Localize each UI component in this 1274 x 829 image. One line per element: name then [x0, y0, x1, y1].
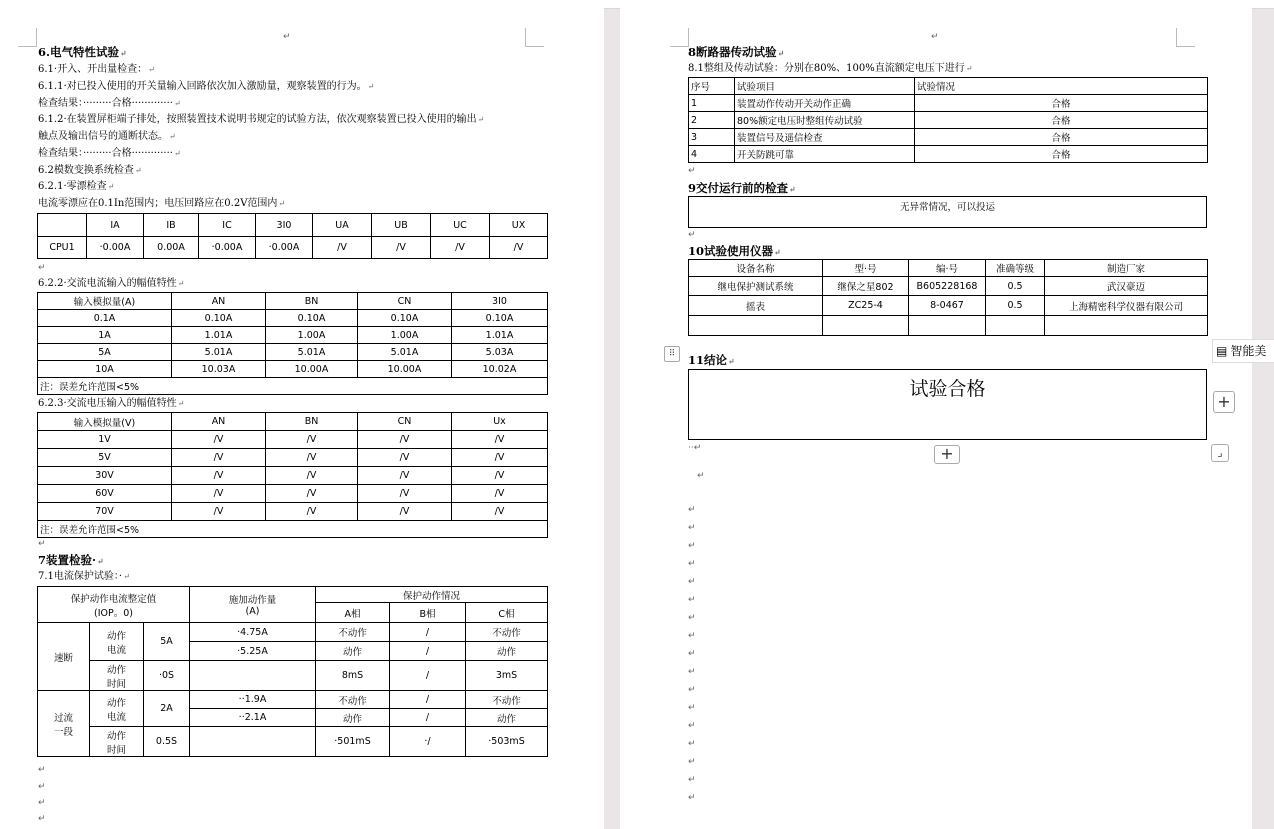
table-cell: / — [390, 661, 466, 691]
table-row — [689, 316, 1208, 336]
paragraph-mark: ↵ — [38, 539, 46, 549]
table-row — [689, 296, 1208, 316]
table-header: BN — [266, 293, 358, 310]
table-cell: 1V — [38, 431, 172, 449]
table-row — [38, 467, 548, 485]
table-cell: /V — [431, 237, 490, 259]
table-cell: / — [390, 691, 466, 709]
table-header: UB — [372, 214, 431, 237]
table-cell: 0.00A — [144, 237, 199, 259]
table-cell: 动作 — [316, 642, 390, 661]
table-cell: 10A — [38, 361, 172, 378]
paragraph-mark: ↵ — [688, 166, 696, 176]
table-resize-icon[interactable]: ⌟ — [1211, 444, 1229, 462]
paragraph-mark: ↵ — [688, 505, 696, 515]
table-cell: 武汉豪迈 — [1045, 277, 1208, 296]
setting-value: 2A — [144, 691, 190, 727]
smart-tool-icon: ▤ — [1216, 344, 1228, 358]
table-cell: /V — [313, 237, 372, 259]
header-setting — [38, 587, 190, 623]
margin-corner-mark — [525, 28, 544, 47]
label-line: 时间 — [106, 678, 126, 690]
table-cell: 继电保护测试系统 — [689, 277, 823, 296]
table-cell: 30V — [38, 467, 172, 485]
table-cell: 合格 — [915, 112, 1208, 129]
paragraph-mark: ··↵ — [688, 443, 702, 453]
group-instant: 速断 — [38, 623, 90, 691]
table-cell: 动作 — [466, 709, 548, 727]
table-cell: /V — [358, 485, 452, 503]
text-line: 8.1整组及传动试验：分别在80%、100%直流额定电压下进行 ↵ — [688, 63, 972, 75]
table-header: 输入模拟量(A) — [38, 293, 172, 310]
label-line: 时间 — [106, 744, 126, 756]
table-cell: ·501mS — [316, 727, 390, 757]
paragraph-mark: ↵ — [688, 739, 696, 749]
table-cell — [689, 197, 1207, 228]
table-cell: 5V — [38, 449, 172, 467]
paragraph-mark: ↵ — [38, 782, 46, 792]
paragraph-mark: ↵ — [688, 541, 696, 551]
table-cell: 合格 — [915, 146, 1208, 163]
table-header: UX — [490, 214, 548, 237]
table-row — [38, 485, 548, 503]
text-line: 7.1电流保护试验：· ↵ — [38, 571, 130, 583]
table-cell: ·0.00A — [256, 237, 313, 259]
table-row — [38, 361, 548, 378]
table-cell: 继保之星802 — [823, 277, 909, 296]
header-setting-line2: (IOP。0) — [94, 607, 133, 619]
table-cell: 10.02A — [452, 361, 548, 378]
paragraph-mark: ↵ — [38, 814, 46, 824]
table-header: 试验情况 — [915, 78, 1208, 95]
table-cell: /V — [372, 237, 431, 259]
text-line: 6.2.1·零漂检查 ↵ — [38, 181, 114, 193]
table-row — [689, 146, 1208, 163]
table-cell: 5A — [38, 344, 172, 361]
table-header: 制造厂家 — [1045, 260, 1208, 277]
setting-value: 5A — [144, 623, 190, 661]
table-cell: 60V — [38, 485, 172, 503]
text-line: 6.1.1·对已投入使用的开关量输入回路依次加入激励量，观察装置的行为。 ↵ — [38, 81, 374, 93]
table-cell: /V — [266, 503, 358, 521]
table-cell: 5.01A — [266, 344, 358, 361]
table-cell: /V — [490, 237, 548, 259]
text-line: 6.1·开入、开出量检查： ↵ — [38, 64, 155, 76]
paragraph-mark: ↵ — [688, 230, 696, 240]
table-header: 试验项目 — [735, 78, 915, 95]
table-cell — [1045, 316, 1208, 336]
table-move-handle-icon[interactable]: ⠿ — [664, 346, 680, 362]
table-cell: /V — [452, 431, 548, 449]
table-row — [38, 431, 548, 449]
paragraph-mark: ↵ — [688, 703, 696, 713]
label-line: 过流 — [53, 712, 73, 724]
table-cell: /V — [172, 485, 266, 503]
table-header: 型·号 — [823, 260, 909, 277]
table-cell: 不动作 — [316, 691, 390, 709]
table-cell: /V — [452, 449, 548, 467]
table-row — [689, 129, 1208, 146]
table-note-row — [38, 521, 548, 538]
header-phase-a: A相 — [316, 603, 390, 623]
paragraph-mark: ↵ — [283, 32, 291, 42]
add-column-button[interactable]: + — [1213, 391, 1235, 413]
section-9-title: 9交付运行前的检查 ↵ — [688, 182, 796, 195]
table-cell: 10.00A — [358, 361, 452, 378]
table-row — [38, 691, 548, 709]
table-cell — [689, 316, 823, 336]
paragraph-mark: ↵ — [688, 577, 696, 587]
label-action-current — [90, 623, 144, 661]
label-line: 动作 — [106, 630, 126, 642]
table-cell: /V — [172, 503, 266, 521]
table-cell: /V — [452, 467, 548, 485]
label-line: 动作 — [106, 697, 126, 709]
table-row — [38, 237, 548, 259]
zero-drift-table — [37, 213, 548, 259]
table-header: 设备名称 — [689, 260, 823, 277]
table-cell: ZC25-4 — [823, 296, 909, 316]
table-cell: B605228168 — [909, 277, 986, 296]
table-cell: 不动作 — [316, 623, 390, 642]
label-line: 动作 — [106, 730, 126, 742]
margin-corner-mark — [18, 28, 37, 47]
table-header: BN — [266, 413, 358, 431]
table-cell: 1 — [689, 95, 735, 112]
table-cell: CPU1 — [38, 237, 87, 259]
table-cell: 上海精密科学仪器有限公司 — [1045, 296, 1208, 316]
table-cell: 0.10A — [452, 310, 548, 327]
table-cell: /V — [358, 449, 452, 467]
paragraph-mark: ↵ — [688, 793, 696, 803]
check-result: 检查结果：·········合格············· ↵ — [38, 148, 181, 160]
table-cell: /V — [358, 503, 452, 521]
table-row — [38, 344, 548, 361]
table-cell: ·/ — [390, 727, 466, 757]
table-row — [689, 95, 1208, 112]
table-row — [38, 327, 548, 344]
label-action-time — [90, 727, 144, 757]
table-cell: 1.01A — [452, 327, 548, 344]
table-cell: 8mS — [316, 661, 390, 691]
table-header-row — [38, 214, 548, 237]
table-cell: ·5.25A — [190, 642, 316, 661]
table-note: 注：误差允许范围<5% — [38, 378, 548, 395]
header-status: 保护动作情况 — [316, 587, 548, 603]
table-cell: 1A — [38, 327, 172, 344]
text-line: 电流零漂应在0.1In范围内；电压回路应在0.2V范围内 ↵ — [38, 198, 285, 210]
conclusion-text: 试验合格 — [909, 378, 986, 400]
table-header: CN — [358, 293, 452, 310]
paragraph-mark: ↵ — [38, 765, 46, 775]
smart-beautify-tool[interactable] — [1212, 339, 1274, 363]
text-line: 6.1.2·在装置屏柜端子排处，按照装置技术说明书规定的试验方法，依次观察装置已投入使用的输出 ↵ — [38, 114, 484, 126]
table-header: UA — [313, 214, 372, 237]
table-cell: 1.00A — [266, 327, 358, 344]
table-cell: 3mS — [466, 661, 548, 691]
text-line: 6.2模数变换系统检查 ↵ — [38, 165, 142, 177]
table-cell: 动作 — [316, 709, 390, 727]
text-line: 6.2.2·交流电流输入的幅值特性 ↵ — [38, 278, 184, 290]
table-cell: 装置信号及遥信检查 — [735, 129, 915, 146]
table-cell: 1.01A — [172, 327, 266, 344]
setting-value: ·0S — [144, 661, 190, 691]
table-header: AN — [172, 293, 266, 310]
table-cell: /V — [266, 449, 358, 467]
table-cell — [986, 316, 1045, 336]
table-cell: /V — [358, 431, 452, 449]
table-cell: 5.03A — [452, 344, 548, 361]
section-6-title: 6.电气特性试验 ↵ — [38, 46, 127, 59]
table-row — [689, 112, 1208, 129]
header-applied-line1: 施加动作量 — [228, 595, 277, 606]
table-cell: 1.00A — [358, 327, 452, 344]
paragraph-mark: ↵ — [688, 523, 696, 533]
table-header: ⅠC — [199, 214, 256, 237]
table-header: ⅠB — [144, 214, 199, 237]
table-header: 编·号 — [909, 260, 986, 277]
table-header: 3I0 — [256, 214, 313, 237]
table-cell: 0.10A — [172, 310, 266, 327]
header-applied-line2: (A) — [245, 606, 260, 617]
paragraph-mark: ↵ — [38, 263, 46, 273]
table-cell: 10.03A — [172, 361, 266, 378]
table-header-row — [689, 260, 1208, 277]
add-row-button[interactable]: + — [934, 445, 960, 464]
paragraph-mark: ↵ — [688, 649, 696, 659]
check-result: 检查结果：·········合格············· ↵ — [38, 98, 181, 110]
paragraph-mark: ↵ — [688, 721, 696, 731]
current-protection-table — [37, 586, 548, 757]
setting-value: 0.5S — [144, 727, 190, 757]
table-cell: / — [390, 709, 466, 727]
table-row — [689, 277, 1208, 296]
table-cell: ··1.9A — [190, 691, 316, 709]
check-result-text: 无异常情况，可以投运 — [899, 202, 995, 213]
document-page-right — [620, 0, 1252, 829]
section-11-title: 11结论 ↵ — [688, 354, 735, 367]
pre-delivery-table — [688, 196, 1207, 228]
table-header: 序号 — [689, 78, 735, 95]
header-applied — [190, 587, 316, 623]
table-cell: /V — [266, 431, 358, 449]
table-header-row — [689, 78, 1208, 95]
table-header-row — [38, 293, 548, 310]
table-note: 注：误差允许范围<5% — [38, 521, 548, 538]
table-cell: 5.01A — [358, 344, 452, 361]
table-cell — [823, 316, 909, 336]
conclusion-table — [688, 369, 1207, 440]
table-row — [38, 449, 548, 467]
table-cell: ·4.75A — [190, 623, 316, 642]
table-header: 准确等级 — [986, 260, 1045, 277]
text-line: 触点及输出信号的通断状态。 ↵ — [38, 131, 176, 143]
label-line: 一段 — [53, 726, 73, 738]
table-cell: 不动作 — [466, 691, 548, 709]
table-cell: 80%额定电压时整组传动试验 — [735, 112, 915, 129]
table-row — [38, 310, 548, 327]
table-cell: /V — [172, 449, 266, 467]
table-cell: 0.5 — [986, 277, 1045, 296]
table-cell — [909, 316, 986, 336]
table-cell: 0.5 — [986, 296, 1045, 316]
table-cell: 摇表 — [689, 296, 823, 316]
paragraph-mark: ↵ — [688, 757, 696, 767]
table-cell: ··2.1A — [190, 709, 316, 727]
table-header: CN — [358, 413, 452, 431]
table-cell: / — [390, 642, 466, 661]
table-cell: 10.00A — [266, 361, 358, 378]
table-cell: /V — [452, 503, 548, 521]
paragraph-mark: ↵ — [38, 798, 46, 808]
table-cell: /V — [266, 467, 358, 485]
section-8-title: 8断路器传动试验 ↵ — [688, 46, 784, 59]
table-cell: 8-0467 — [909, 296, 986, 316]
table-header — [38, 214, 87, 237]
group-overcurrent — [38, 691, 90, 757]
table-header-row — [38, 413, 548, 431]
table-cell: /V — [172, 431, 266, 449]
table-cell: 不动作 — [466, 623, 548, 642]
paragraph-mark: ↵ — [688, 631, 696, 641]
table-row — [38, 503, 548, 521]
label-line: 动作 — [106, 664, 126, 676]
table-cell — [190, 727, 316, 757]
table-cell: 合格 — [915, 129, 1208, 146]
table-cell: 0.10A — [266, 310, 358, 327]
paragraph-mark: ↵ — [931, 32, 939, 42]
paragraph-mark: ↵ — [688, 559, 696, 569]
table-note-row — [38, 378, 548, 395]
table-cell: 开关防跳可靠 — [735, 146, 915, 163]
table-header: 3I0 — [452, 293, 548, 310]
table-row — [38, 623, 548, 642]
document-page-left — [0, 0, 604, 829]
text-line: 6.2.3·交流电压输入的幅值特性 ↵ — [38, 398, 184, 410]
paragraph-mark: ↵ — [688, 775, 696, 785]
current-amplitude-table — [37, 292, 548, 395]
margin-corner-mark — [670, 28, 689, 47]
label-action-time — [90, 661, 144, 691]
table-row — [689, 197, 1207, 228]
header-setting-line1: 保护动作电流整定值 — [70, 593, 157, 605]
smart-tool-label: 智能美 — [1230, 344, 1267, 358]
table-cell — [190, 661, 316, 691]
paragraph-mark: ↵ — [688, 685, 696, 695]
paragraph-mark: ↵ — [688, 613, 696, 623]
table-cell: /V — [452, 485, 548, 503]
table-header: Ux — [452, 413, 548, 431]
table-cell: 5.01A — [172, 344, 266, 361]
header-phase-b: B相 — [390, 603, 466, 623]
table-cell: 0.1A — [38, 310, 172, 327]
header-phase-c: C相 — [466, 603, 548, 623]
paragraph-mark: ↵ — [688, 595, 696, 605]
table-cell: 0.10A — [358, 310, 452, 327]
table-cell: ·0.00A — [87, 237, 144, 259]
instruments-table — [688, 259, 1208, 336]
table-cell: / — [390, 623, 466, 642]
table-header: UC — [431, 214, 490, 237]
table-row — [38, 661, 548, 691]
table-cell: 4 — [689, 146, 735, 163]
label-line: 电流 — [106, 644, 126, 656]
table-cell: /V — [172, 467, 266, 485]
table-header: AN — [172, 413, 266, 431]
table-cell: 装置动作传动开关动作正确 — [735, 95, 915, 112]
table-cell: /V — [266, 485, 358, 503]
table-cell: /V — [358, 467, 452, 485]
table-row — [38, 727, 548, 757]
label-line: 电流 — [106, 711, 126, 723]
table-cell — [689, 370, 1207, 440]
table-cell: 3 — [689, 129, 735, 146]
margin-corner-mark — [1176, 28, 1195, 47]
paragraph-mark: ↵ — [697, 471, 705, 481]
label-action-current — [90, 691, 144, 727]
voltage-amplitude-table — [37, 412, 548, 538]
table-header: ⅠA — [87, 214, 144, 237]
table-cell: 2 — [689, 112, 735, 129]
paragraph-mark: ↵ — [688, 667, 696, 677]
table-cell: ·0.00A — [199, 237, 256, 259]
table-header: 输入模拟量(V) — [38, 413, 172, 431]
breaker-test-table — [688, 77, 1208, 163]
section-10-title: 10试验使用仪器 ↵ — [688, 245, 781, 258]
table-cell: 动作 — [466, 642, 548, 661]
section-7-title: 7装置检验· ↵ — [38, 554, 104, 567]
table-cell: ·503mS — [466, 727, 548, 757]
table-cell: 合格 — [915, 95, 1208, 112]
table-row — [689, 370, 1207, 440]
table-cell: 70V — [38, 503, 172, 521]
